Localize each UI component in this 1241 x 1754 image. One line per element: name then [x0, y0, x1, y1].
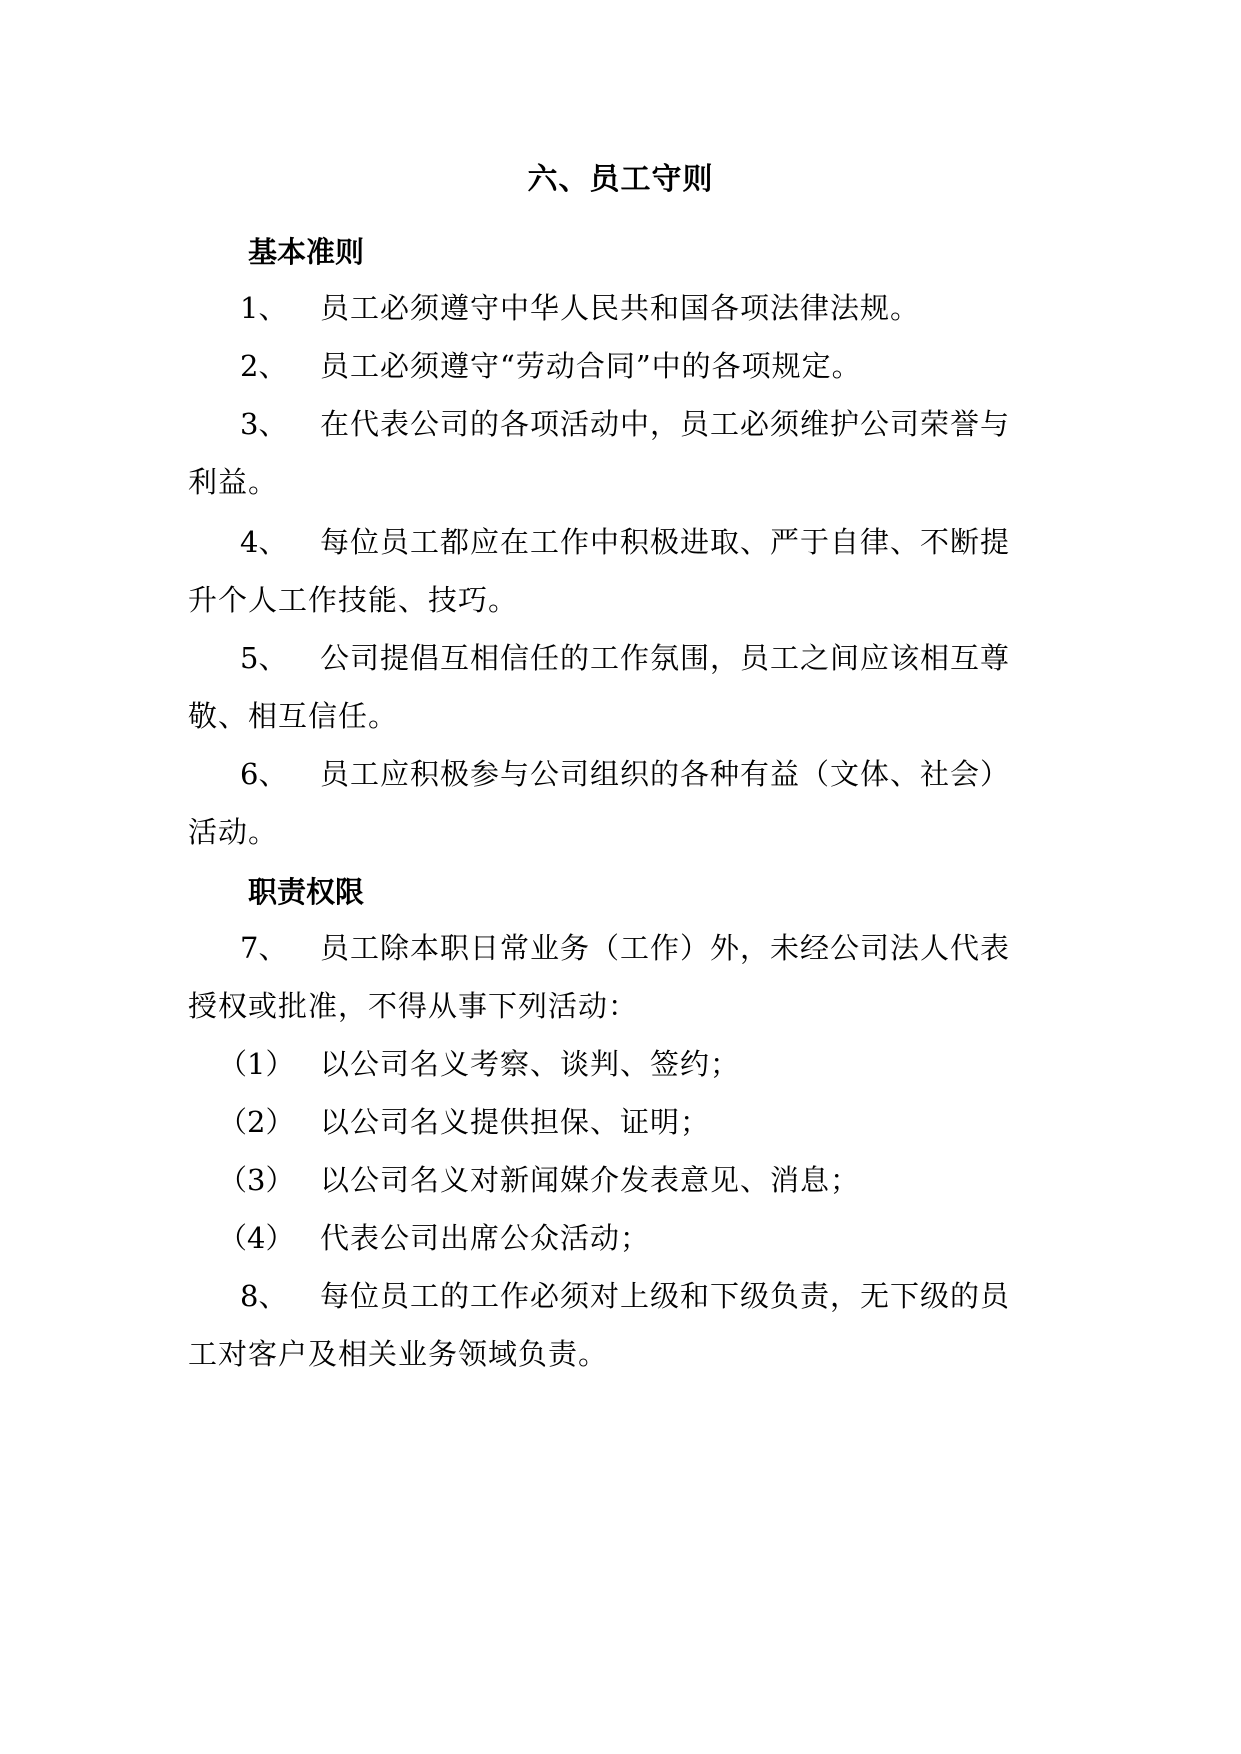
item-number: 3、 — [240, 407, 288, 441]
item-text: 员工必须遵守中华人民共和国各项法律法规。 — [320, 291, 921, 325]
item-text-continued: 敬、相互信任。 — [188, 699, 399, 733]
item-number: 5、 — [240, 641, 288, 675]
list-item — [188, 334, 1058, 398]
list-item — [188, 1032, 1058, 1096]
item-number: 1、 — [240, 291, 288, 325]
item-text: 公司提倡互相信任的工作氛围，员工之间应该相互尊 — [320, 641, 1011, 675]
list-item — [188, 1206, 1058, 1270]
item-number: 7、 — [240, 931, 288, 965]
item-text-continued: 活动。 — [188, 815, 279, 849]
list-item — [188, 392, 1058, 514]
item-text: 以公司名义考察、谈判、签约； — [320, 1047, 741, 1081]
item-text-continued: 升个人工作技能、技巧。 — [188, 583, 519, 617]
page-title: 六、员工守则 — [527, 162, 714, 197]
item-text: 员工必须遵守“劳动合同”中的各项规定。 — [320, 349, 862, 383]
list-item — [188, 916, 1058, 1038]
item-text-continued: 利益。 — [188, 465, 279, 499]
item-number: 6、 — [240, 757, 288, 791]
section-heading-duties-authority: 职责权限 — [248, 875, 365, 909]
list-item — [188, 1090, 1058, 1154]
list-item — [188, 626, 1058, 748]
item-number: （4） — [218, 1221, 295, 1255]
list-item — [188, 510, 1058, 632]
list-item — [188, 1264, 1058, 1386]
item-text: 员工应积极参与公司组织的各种有益（文体、社会） — [320, 757, 1011, 791]
item-text: 以公司名义提供担保、证明； — [320, 1105, 711, 1139]
item-text: 每位员工都应在工作中积极进取、严于自律、不断提 — [320, 525, 1011, 559]
list-item — [188, 276, 1058, 340]
item-text: 代表公司出席公众活动； — [320, 1221, 651, 1255]
list-item — [188, 742, 1058, 864]
item-number: （2） — [218, 1105, 295, 1139]
item-number: （3） — [218, 1163, 295, 1197]
item-text: 在代表公司的各项活动中，员工必须维护公司荣誉与 — [320, 407, 1011, 441]
item-number: 4、 — [240, 525, 288, 559]
item-number: 2、 — [240, 349, 288, 383]
item-number: 8、 — [240, 1279, 288, 1313]
item-number: （1） — [218, 1047, 295, 1081]
item-text: 员工除本职日常业务（工作）外，未经公司法人代表 — [320, 931, 1011, 965]
section-heading-basic-rules: 基本准则 — [248, 235, 365, 269]
item-text: 以公司名义对新闻媒介发表意见、消息； — [320, 1163, 861, 1197]
item-text: 每位员工的工作必须对上级和下级负责，无下级的员 — [320, 1279, 1011, 1313]
list-item — [188, 1148, 1058, 1212]
item-text-continued: 工对客户及相关业务领域负责。 — [188, 1337, 609, 1371]
item-text-continued: 授权或批准，不得从事下列活动： — [188, 989, 639, 1023]
